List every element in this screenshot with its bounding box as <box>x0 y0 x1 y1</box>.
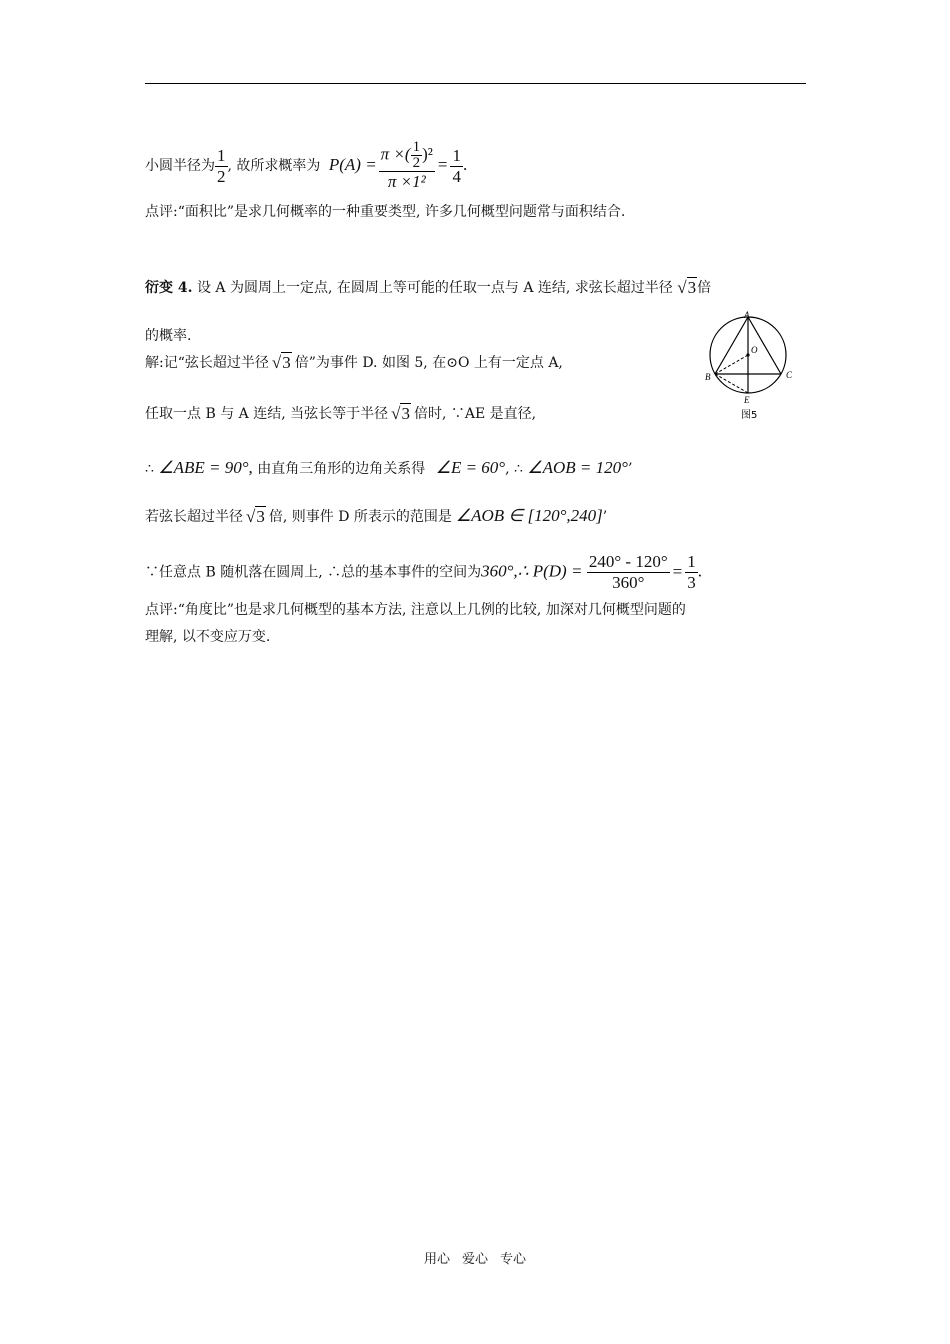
figure-caption: 图5 <box>741 410 758 421</box>
header-rule <box>145 83 806 84</box>
sqrt-three: √3 <box>271 353 291 372</box>
pa-label: P(A) = <box>328 155 377 174</box>
probability-fraction: $\frac{240^\circ - 120^\circ}{360^\circ}$ <box>588 552 668 592</box>
comment-angle-ratio: 点评:“角度比”也是求几何概型的基本方法, 注意以上几例的比较, 加深对几何概型问题的 <box>145 602 686 618</box>
text: , 故所求概率为 <box>227 158 321 174</box>
fraction-half: $\frac{1}{2}$ <box>217 145 226 186</box>
probability-fraction: π ×( $\frac{1}{2}$ )² π ×1² <box>380 139 433 191</box>
solution-line-4: 若弦长超过半径 √3 倍, 则事件 D 所表示的范围是 ∠AOB ∈ [120°,240]’ <box>145 506 608 526</box>
solution-line-1: 解:记“弦长超过半径 √3 倍”为事件 D. 如图 5, 在⊙O 上有一定点 A, <box>145 353 563 372</box>
solution-line-3: ∴ ∠ABE = 90°, 由直角三角形的边角关系得 ∠E = 60°, ∴ ∠AOB = 120°’ <box>145 458 633 477</box>
label-b: B <box>705 372 711 382</box>
comment-area-ratio: 点评:“面积比”是求几何概率的一种重要类型, 许多几何概型问题常与面积结合. <box>145 204 626 220</box>
sqrt-three: √3 <box>246 507 265 526</box>
problem-statement-cont: 的概率. <box>145 328 192 344</box>
result-fraction: $\frac{1}{4}$ <box>452 145 461 186</box>
problem-statement: 衍变 4. 设 A 为圆周上一定点, 在圆周上等可能的任取一点与 A 连结, 求弦长超过半径 √3倍 <box>145 278 712 297</box>
label-c: C <box>786 370 793 380</box>
page-footer: 用心 爱心 专心 <box>423 1252 527 1267</box>
circle-figure <box>700 310 800 425</box>
solution-line-5: ∵任意点 B 随机落在圆周上, ∴总的基本事件的空间为360°,∴ P(D) = $\frac{240^\circ - 120^\circ}{360^\circ}$ = $\frac{1}{3}$ . <box>145 552 702 592</box>
sqrt-three: √3 <box>391 404 410 423</box>
probability-formula-line: 小圆半径为 $\frac{1}{2}$ , 故所求概率为 P(A) = π ×( $\frac{1}{2}$ )² π ×1² = $\frac{1}{4}$ . <box>145 139 468 191</box>
sqrt-three: √3 <box>677 278 697 297</box>
label-o: O <box>751 345 758 355</box>
result-fraction: $\frac{1}{3}$ <box>687 552 696 592</box>
label-e: E <box>744 395 750 405</box>
solution-line-2: 任取一点 B 与 A 连结, 当弦长等于半径 √3 倍时, ∵AE 是直径, <box>145 404 537 423</box>
label-a: A <box>744 310 750 320</box>
comment-angle-ratio-cont: 理解, 以不变应万变. <box>145 629 271 645</box>
text: 小圆半径为 <box>145 158 215 174</box>
